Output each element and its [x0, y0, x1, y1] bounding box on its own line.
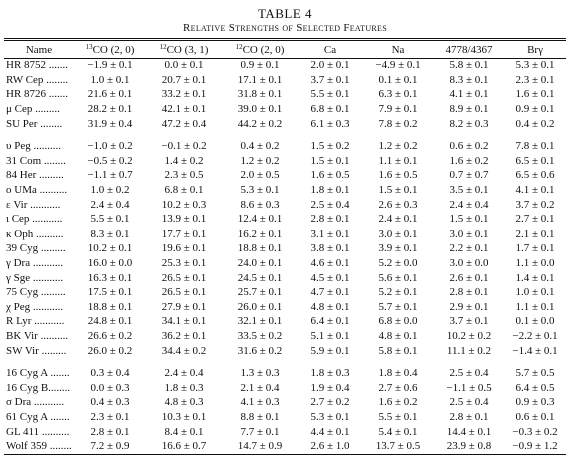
- value-cell: 2.4 ± 0.4: [164, 367, 204, 380]
- star-name-cell: μ Cep .........: [6, 103, 60, 116]
- value-cell: 2.4 ± 0.4: [90, 198, 130, 211]
- value-cell: 33.2 ± 0.1: [161, 88, 207, 101]
- value-cell: 2.8 ± 0.1: [449, 410, 489, 423]
- value-cell: −1.0 ± 0.2: [87, 140, 133, 153]
- value-cell: 1.6 ± 0.5: [378, 169, 418, 182]
- header-row: [4, 41, 566, 58]
- value-cell: 13.7 ± 0.5: [375, 440, 421, 453]
- value-cell: 42.1 ± 0.1: [161, 103, 207, 116]
- value-cell: 0.9 ± 0.1: [240, 59, 280, 72]
- value-cell: 47.2 ± 0.4: [161, 117, 207, 130]
- value-cell: −0.3 ± 0.2: [512, 425, 558, 438]
- star-name-cell: HR 8752 .......: [6, 59, 69, 72]
- table-row: [4, 285, 566, 300]
- value-cell: 1.4 ± 0.2: [164, 154, 204, 167]
- value-cell: 1.9 ± 0.4: [310, 381, 350, 394]
- table-row: [4, 329, 566, 344]
- value-cell: 2.6 ± 1.0: [310, 440, 350, 453]
- star-name-cell: RW Cep ........: [6, 73, 69, 86]
- top-rule: [4, 38, 566, 39]
- value-cell: 2.8 ± 0.1: [310, 213, 350, 226]
- value-cell: 31.6 ± 0.2: [237, 344, 283, 357]
- value-cell: 19.6 ± 0.1: [161, 242, 207, 255]
- value-cell: 17.7 ± 0.1: [161, 227, 207, 240]
- value-cell: 17.1 ± 0.1: [237, 73, 283, 86]
- value-cell: 7.7 ± 0.1: [240, 425, 280, 438]
- value-cell: 2.9 ± 0.1: [449, 300, 489, 313]
- value-cell: 8.4 ± 0.1: [164, 425, 204, 438]
- value-cell: 13.9 ± 0.1: [161, 213, 207, 226]
- column-header-label: 4778/4367: [445, 43, 493, 56]
- star-name-cell: 39 Cyg .........: [6, 242, 66, 255]
- value-cell: 2.7 ± 0.2: [310, 396, 350, 409]
- value-cell: −1.4 ± 0.1: [512, 344, 558, 357]
- table-row: [4, 212, 566, 227]
- value-cell: 34.1 ± 0.1: [161, 315, 207, 328]
- value-cell: 3.7 ± 0.2: [515, 198, 555, 211]
- value-cell: 3.9 ± 0.1: [378, 242, 418, 255]
- value-cell: 2.0 ± 0.5: [240, 169, 280, 182]
- value-cell: 1.7 ± 0.1: [515, 242, 555, 255]
- column-header-isotope: 12: [235, 42, 243, 51]
- value-cell: 20.7 ± 0.1: [161, 73, 207, 86]
- value-cell: 1.0 ± 0.1: [515, 286, 555, 299]
- table-row: [4, 366, 566, 381]
- table-row: [4, 270, 566, 285]
- value-cell: 16.2 ± 0.1: [237, 227, 283, 240]
- table-row: [4, 343, 566, 358]
- group-spacer: [4, 131, 566, 139]
- column-header: [74, 41, 146, 58]
- value-cell: 18.8 ± 0.1: [87, 300, 133, 313]
- value-cell: 25.3 ± 0.1: [161, 257, 207, 270]
- value-cell: 21.6 ± 0.1: [87, 88, 133, 101]
- value-cell: 10.2 ± 0.2: [446, 329, 492, 342]
- value-cell: 2.7 ± 0.6: [378, 381, 418, 394]
- value-cell: 1.5 ± 0.1: [378, 184, 418, 197]
- value-cell: 7.2 ± 0.9: [90, 440, 130, 453]
- value-cell: 5.2 ± 0.0: [378, 257, 418, 270]
- value-cell: 7.8 ± 0.2: [378, 117, 418, 130]
- table-row: [4, 424, 566, 439]
- value-cell: 8.2 ± 0.3: [449, 117, 489, 130]
- star-name-cell: HR 8726 .......: [6, 88, 69, 101]
- column-header-label: Name: [25, 43, 53, 56]
- value-cell: 18.8 ± 0.1: [237, 242, 283, 255]
- value-cell: 2.5 ± 0.4: [310, 198, 350, 211]
- value-cell: 4.8 ± 0.1: [378, 329, 418, 342]
- value-cell: 6.4 ± 0.1: [310, 315, 350, 328]
- star-name-cell: Wolf 359 ........: [6, 440, 72, 453]
- value-cell: 1.6 ± 0.1: [515, 88, 555, 101]
- value-cell: 2.8 ± 0.1: [90, 425, 130, 438]
- value-cell: 10.2 ± 0.1: [87, 242, 133, 255]
- value-cell: 17.5 ± 0.1: [87, 286, 133, 299]
- column-header: [298, 41, 362, 58]
- value-cell: 5.3 ± 0.1: [310, 410, 350, 423]
- table-row: [4, 380, 566, 395]
- value-cell: 0.4 ± 0.2: [240, 140, 280, 153]
- value-cell: 4.7 ± 0.1: [310, 286, 350, 299]
- value-cell: 0.0 ± 0.1: [164, 59, 204, 72]
- value-cell: 36.2 ± 0.1: [161, 329, 207, 342]
- value-cell: 1.1 ± 0.1: [515, 300, 555, 313]
- table-row: [4, 227, 566, 242]
- value-cell: 2.6 ± 0.1: [449, 271, 489, 284]
- value-cell: 24.5 ± 0.1: [237, 271, 283, 284]
- value-cell: 3.7 ± 0.1: [310, 73, 350, 86]
- value-cell: 4.1 ± 0.3: [240, 396, 280, 409]
- value-cell: 4.6 ± 0.1: [310, 257, 350, 270]
- table-body: [4, 58, 566, 453]
- value-cell: 0.3 ± 0.4: [90, 367, 130, 380]
- star-name-cell: ι Cep ...........: [6, 213, 63, 226]
- value-cell: 0.7 ± 0.7: [449, 169, 489, 182]
- column-header-label: Na: [391, 43, 405, 56]
- value-cell: 6.8 ± 0.1: [310, 103, 350, 116]
- column-header-label: CO (2, 0): [242, 43, 285, 56]
- star-name-cell: 16 Cyg B........: [6, 381, 71, 394]
- value-cell: 5.5 ± 0.1: [378, 410, 418, 423]
- value-cell: −1.1 ± 0.7: [87, 169, 133, 182]
- star-name-cell: 31 Com ........: [6, 154, 66, 167]
- value-cell: −2.2 ± 0.1: [512, 329, 558, 342]
- value-cell: 2.4 ± 0.4: [449, 198, 489, 211]
- value-cell: 6.4 ± 0.5: [515, 381, 555, 394]
- value-cell: 4.4 ± 0.1: [310, 425, 350, 438]
- value-cell: 31.8 ± 0.1: [237, 88, 283, 101]
- table-row: [4, 183, 566, 198]
- value-cell: 25.7 ± 0.1: [237, 286, 283, 299]
- value-cell: 0.0 ± 0.3: [90, 381, 130, 394]
- value-cell: 1.5 ± 0.1: [310, 154, 350, 167]
- value-cell: 0.9 ± 0.3: [515, 396, 555, 409]
- star-name-cell: SW Vir .........: [6, 344, 67, 357]
- table-row: [4, 116, 566, 131]
- value-cell: 3.1 ± 0.1: [310, 227, 350, 240]
- table-row: [4, 197, 566, 212]
- value-cell: 8.8 ± 0.1: [240, 410, 280, 423]
- value-cell: 44.2 ± 0.2: [237, 117, 283, 130]
- value-cell: 6.8 ± 0.1: [164, 184, 204, 197]
- value-cell: 2.3 ± 0.1: [515, 73, 555, 86]
- value-cell: 1.0 ± 0.2: [90, 184, 130, 197]
- star-name-cell: SU Per ........: [6, 117, 63, 130]
- value-cell: 2.8 ± 0.1: [449, 286, 489, 299]
- value-cell: 24.0 ± 0.1: [237, 257, 283, 270]
- group-spacer-cell: [4, 131, 566, 139]
- value-cell: 32.1 ± 0.1: [237, 315, 283, 328]
- star-name-cell: χ Peg ...........: [6, 300, 64, 313]
- column-header-label: CO (3, 1): [166, 43, 209, 56]
- value-cell: 5.2 ± 0.1: [378, 286, 418, 299]
- value-cell: 5.4 ± 0.1: [378, 425, 418, 438]
- value-cell: 0.9 ± 0.1: [515, 103, 555, 116]
- value-cell: −1.1 ± 0.5: [446, 381, 492, 394]
- value-cell: 26.6 ± 0.2: [87, 329, 133, 342]
- value-cell: 1.5 ± 0.1: [449, 213, 489, 226]
- column-header: [434, 41, 504, 58]
- value-cell: 0.6 ± 0.1: [515, 410, 555, 423]
- table-row: [4, 87, 566, 102]
- value-cell: 0.4 ± 0.3: [90, 396, 130, 409]
- value-cell: 3.0 ± 0.0: [449, 257, 489, 270]
- table-row: [4, 58, 566, 73]
- column-header-isotope: 12: [159, 42, 167, 51]
- value-cell: 31.9 ± 0.4: [87, 117, 133, 130]
- value-cell: 1.4 ± 0.1: [515, 271, 555, 284]
- header-rule: [4, 58, 566, 59]
- value-cell: 4.1 ± 0.1: [515, 184, 555, 197]
- value-cell: 3.8 ± 0.1: [310, 242, 350, 255]
- column-header: [4, 41, 74, 58]
- table-row: [4, 139, 566, 154]
- value-cell: 34.4 ± 0.2: [161, 344, 207, 357]
- value-cell: 1.2 ± 0.2: [240, 154, 280, 167]
- star-name-cell: o UMa ..........: [6, 184, 68, 197]
- star-name-cell: R Lyr ...........: [6, 315, 65, 328]
- value-cell: 24.8 ± 0.1: [87, 315, 133, 328]
- value-cell: 26.5 ± 0.1: [161, 271, 207, 284]
- table-row: [4, 241, 566, 256]
- star-name-cell: γ Dra ...........: [6, 257, 64, 270]
- star-name-cell: 16 Cyg A .......: [6, 367, 70, 380]
- value-cell: 1.2 ± 0.2: [378, 140, 418, 153]
- value-cell: 2.5 ± 0.4: [449, 396, 489, 409]
- value-cell: 1.5 ± 0.2: [310, 140, 350, 153]
- column-header: [146, 41, 222, 58]
- column-header: [222, 41, 298, 58]
- group-spacer-cell: [4, 358, 566, 366]
- value-cell: 5.7 ± 0.5: [515, 367, 555, 380]
- star-name-cell: σ Dra ...........: [6, 396, 65, 409]
- value-cell: 0.4 ± 0.2: [515, 117, 555, 130]
- value-cell: 10.3 ± 0.1: [161, 410, 207, 423]
- value-cell: 8.3 ± 0.1: [90, 227, 130, 240]
- value-cell: 0.6 ± 0.2: [449, 140, 489, 153]
- value-cell: 33.5 ± 0.2: [237, 329, 283, 342]
- value-cell: 5.8 ± 0.1: [449, 59, 489, 72]
- value-cell: 6.3 ± 0.1: [378, 88, 418, 101]
- value-cell: 5.3 ± 0.1: [240, 184, 280, 197]
- value-cell: 1.6 ± 0.2: [378, 396, 418, 409]
- value-cell: 1.1 ± 0.1: [378, 154, 418, 167]
- table-row: [4, 439, 566, 454]
- value-cell: 5.7 ± 0.1: [378, 300, 418, 313]
- star-name-cell: 61 Cyg A .......: [6, 410, 70, 423]
- value-cell: 26.0 ± 0.2: [87, 344, 133, 357]
- star-name-cell: γ Sge ...........: [6, 271, 64, 284]
- value-cell: 2.1 ± 0.1: [515, 227, 555, 240]
- star-name-cell: 75 Cyg .........: [6, 286, 66, 299]
- column-header: [362, 41, 434, 58]
- table-row: [4, 256, 566, 271]
- star-name-cell: ε Vir ...........: [6, 198, 61, 211]
- value-cell: 26.0 ± 0.1: [237, 300, 283, 313]
- table-row: [4, 395, 566, 410]
- value-cell: 1.3 ± 0.3: [240, 367, 280, 380]
- value-cell: 2.4 ± 0.1: [378, 213, 418, 226]
- value-cell: 2.5 ± 0.4: [449, 367, 489, 380]
- table-row: [4, 102, 566, 117]
- value-cell: 4.1 ± 0.1: [449, 88, 489, 101]
- value-cell: −0.9 ± 1.2: [512, 440, 558, 453]
- value-cell: 14.7 ± 0.9: [237, 440, 283, 453]
- value-cell: −0.1 ± 0.2: [161, 140, 207, 153]
- star-name-cell: 84 Her .........: [6, 169, 64, 182]
- value-cell: 12.4 ± 0.1: [237, 213, 283, 226]
- value-cell: 16.6 ± 0.7: [161, 440, 207, 453]
- value-cell: 5.3 ± 0.1: [515, 59, 555, 72]
- value-cell: 3.0 ± 0.1: [378, 227, 418, 240]
- value-cell: 7.8 ± 0.1: [515, 140, 555, 153]
- value-cell: 14.4 ± 0.1: [446, 425, 492, 438]
- value-cell: 6.5 ± 0.6: [515, 169, 555, 182]
- bottom-rule: [4, 454, 566, 455]
- group-spacer: [4, 358, 566, 366]
- column-header-label: Brγ: [527, 43, 543, 56]
- value-cell: 1.1 ± 0.0: [515, 257, 555, 270]
- value-cell: 1.0 ± 0.1: [90, 73, 130, 86]
- value-cell: 1.8 ± 0.1: [310, 184, 350, 197]
- value-cell: −0.5 ± 0.2: [87, 154, 133, 167]
- value-cell: 5.6 ± 0.1: [378, 271, 418, 284]
- value-cell: 3.0 ± 0.1: [449, 227, 489, 240]
- value-cell: 2.1 ± 0.4: [240, 381, 280, 394]
- value-cell: 39.0 ± 0.1: [237, 103, 283, 116]
- value-cell: 5.5 ± 0.1: [90, 213, 130, 226]
- value-cell: 1.8 ± 0.4: [378, 367, 418, 380]
- value-cell: 28.2 ± 0.1: [87, 103, 133, 116]
- value-cell: 6.5 ± 0.1: [515, 154, 555, 167]
- value-cell: 2.6 ± 0.3: [378, 198, 418, 211]
- star-name-cell: υ Peg ..........: [6, 140, 61, 153]
- table-row: [4, 410, 566, 425]
- value-cell: 0.1 ± 0.1: [378, 73, 418, 86]
- value-cell: 5.8 ± 0.1: [378, 344, 418, 357]
- value-cell: 4.5 ± 0.1: [310, 271, 350, 284]
- value-cell: 1.6 ± 0.5: [310, 169, 350, 182]
- value-cell: 4.8 ± 0.1: [310, 300, 350, 313]
- value-cell: 6.8 ± 0.0: [378, 315, 418, 328]
- value-cell: 1.8 ± 0.3: [310, 367, 350, 380]
- value-cell: 1.8 ± 0.3: [164, 381, 204, 394]
- table-row: [4, 314, 566, 329]
- value-cell: 16.0 ± 0.0: [87, 257, 133, 270]
- value-cell: 10.2 ± 0.3: [161, 198, 207, 211]
- value-cell: −1.9 ± 0.1: [87, 59, 133, 72]
- value-cell: 7.9 ± 0.1: [378, 103, 418, 116]
- value-cell: 8.3 ± 0.1: [449, 73, 489, 86]
- value-cell: 3.5 ± 0.1: [449, 184, 489, 197]
- value-cell: 27.9 ± 0.1: [161, 300, 207, 313]
- table-row: [4, 154, 566, 169]
- table-row: [4, 300, 566, 315]
- value-cell: 5.9 ± 0.1: [310, 344, 350, 357]
- value-cell: 5.5 ± 0.1: [310, 88, 350, 101]
- value-cell: 3.7 ± 0.1: [449, 315, 489, 328]
- value-cell: 2.3 ± 0.1: [90, 410, 130, 423]
- value-cell: 23.9 ± 0.8: [446, 440, 492, 453]
- table-subtitle: Relative Strengths of Selected Features: [183, 22, 387, 34]
- value-cell: 2.2 ± 0.1: [449, 242, 489, 255]
- value-cell: −4.9 ± 0.1: [375, 59, 421, 72]
- value-cell: 6.1 ± 0.3: [310, 117, 350, 130]
- star-name-cell: κ Oph ..........: [6, 227, 64, 240]
- value-cell: 5.1 ± 0.1: [310, 329, 350, 342]
- column-header-label: CO (2, 0): [92, 43, 135, 56]
- value-cell: 8.9 ± 0.1: [449, 103, 489, 116]
- value-cell: 0.1 ± 0.0: [515, 315, 555, 328]
- column-header: [504, 41, 566, 58]
- value-cell: 8.6 ± 0.3: [240, 198, 280, 211]
- value-cell: 11.1 ± 0.2: [446, 344, 492, 357]
- value-cell: 2.3 ± 0.5: [164, 169, 204, 182]
- value-cell: 16.3 ± 0.1: [87, 271, 133, 284]
- column-header-label: Ca: [323, 43, 337, 56]
- data-table: [4, 41, 566, 453]
- value-cell: 4.8 ± 0.3: [164, 396, 204, 409]
- star-name-cell: GL 411 ..........: [6, 425, 70, 438]
- value-cell: 2.7 ± 0.1: [515, 213, 555, 226]
- table-row: [4, 168, 566, 183]
- table-title: TABLE 4: [257, 6, 313, 21]
- value-cell: 26.5 ± 0.1: [161, 286, 207, 299]
- star-name-cell: BK Vir ..........: [6, 329, 69, 342]
- table-row: [4, 73, 566, 88]
- value-cell: 2.0 ± 0.1: [310, 59, 350, 72]
- column-header-isotope: 13: [85, 42, 93, 51]
- value-cell: 1.6 ± 0.2: [449, 154, 489, 167]
